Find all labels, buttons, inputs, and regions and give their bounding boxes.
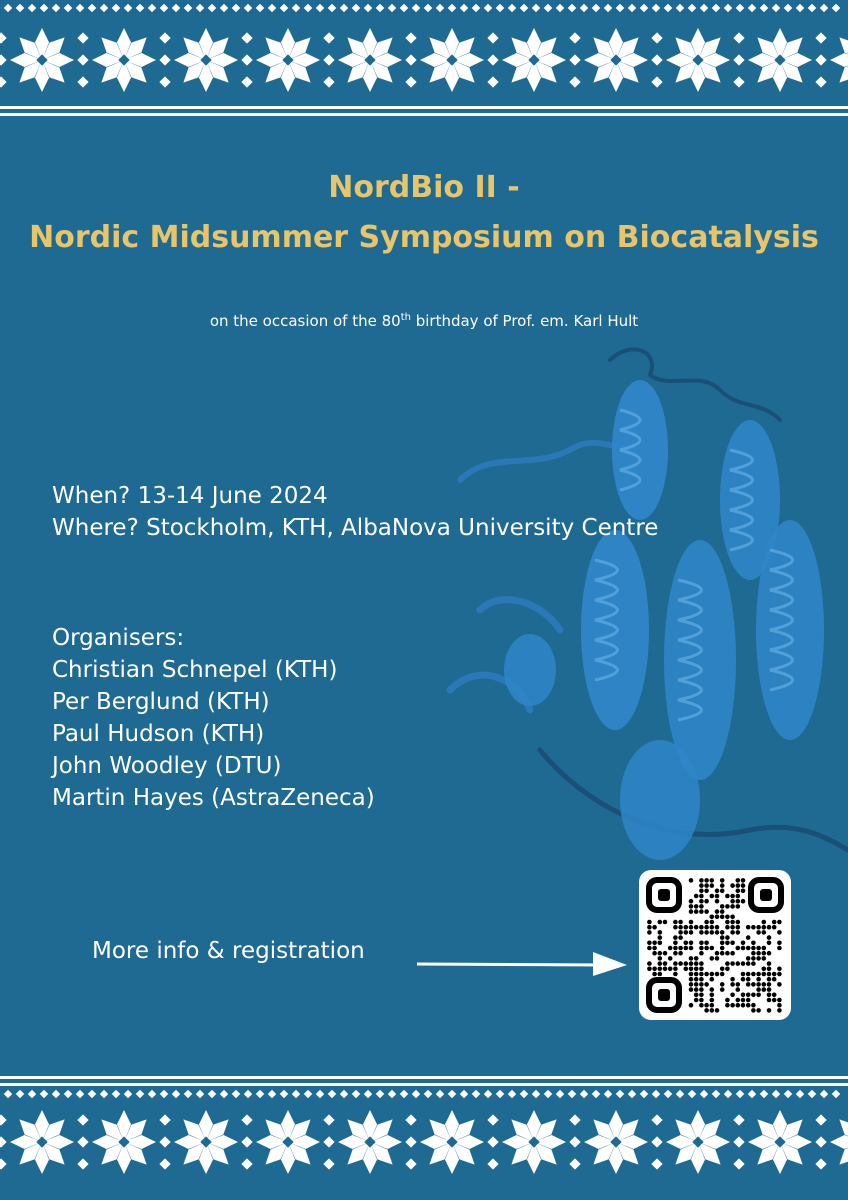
qr-code[interactable] — [639, 870, 791, 1020]
nordic-star-icon — [420, 28, 484, 92]
event-title-line1: NordBio II - — [328, 170, 520, 205]
event-title-line2: Nordic Midsummer Symposium on Biocatalysis — [29, 220, 819, 255]
nordic-star-icon — [584, 1110, 648, 1174]
nordic-star-icon — [256, 1110, 320, 1174]
occasion-text: on the occasion of the 80th birthday of Prof. em. Karl Hult — [209, 312, 639, 330]
nordic-star-icon — [256, 28, 320, 92]
nordic-star-icon — [584, 28, 648, 92]
nordic-star-icon — [92, 1110, 156, 1174]
nordic-star-icon — [10, 1110, 74, 1174]
right-arrow-icon — [415, 948, 630, 978]
organiser-item: Per Berglund (KTH) — [52, 689, 270, 715]
event-where: Where? Stockholm, KTH, AlbaNova University Centre — [52, 515, 659, 541]
nordic-star-icon — [10, 28, 74, 92]
nordic-star-icon — [666, 28, 730, 92]
nordic-star-icon — [174, 1110, 238, 1174]
nordic-star-icon — [666, 1110, 730, 1174]
nordic-star-icon — [174, 28, 238, 92]
organiser-item: Paul Hudson (KTH) — [52, 721, 265, 747]
nordic-star-icon — [748, 1110, 812, 1174]
organisers-list — [52, 622, 375, 814]
registration-label: More info & registration — [92, 938, 365, 964]
event-when: When? 13-14 June 2024 — [52, 483, 328, 509]
nordic-star-icon — [338, 1110, 402, 1174]
nordic-star-icon — [338, 28, 402, 92]
top-nordic-border — [0, 0, 848, 126]
qr-code-icon — [639, 870, 791, 1020]
organiser-item: John Woodley (DTU) — [52, 753, 282, 779]
protein-ribbon-icon — [420, 330, 848, 890]
nordic-star-icon — [502, 1110, 566, 1174]
nordic-star-icon — [748, 28, 812, 92]
nordic-star-icon — [420, 1110, 484, 1174]
organiser-item: Martin Hayes (AstraZeneca) — [52, 785, 375, 811]
nordic-star-icon — [92, 28, 156, 92]
organiser-item: Christian Schnepel (KTH) — [52, 657, 338, 683]
bottom-nordic-border — [0, 1074, 848, 1200]
event-details — [52, 480, 658, 544]
nordic-star-icon — [502, 28, 566, 92]
organisers-heading: Organisers: — [52, 625, 185, 651]
